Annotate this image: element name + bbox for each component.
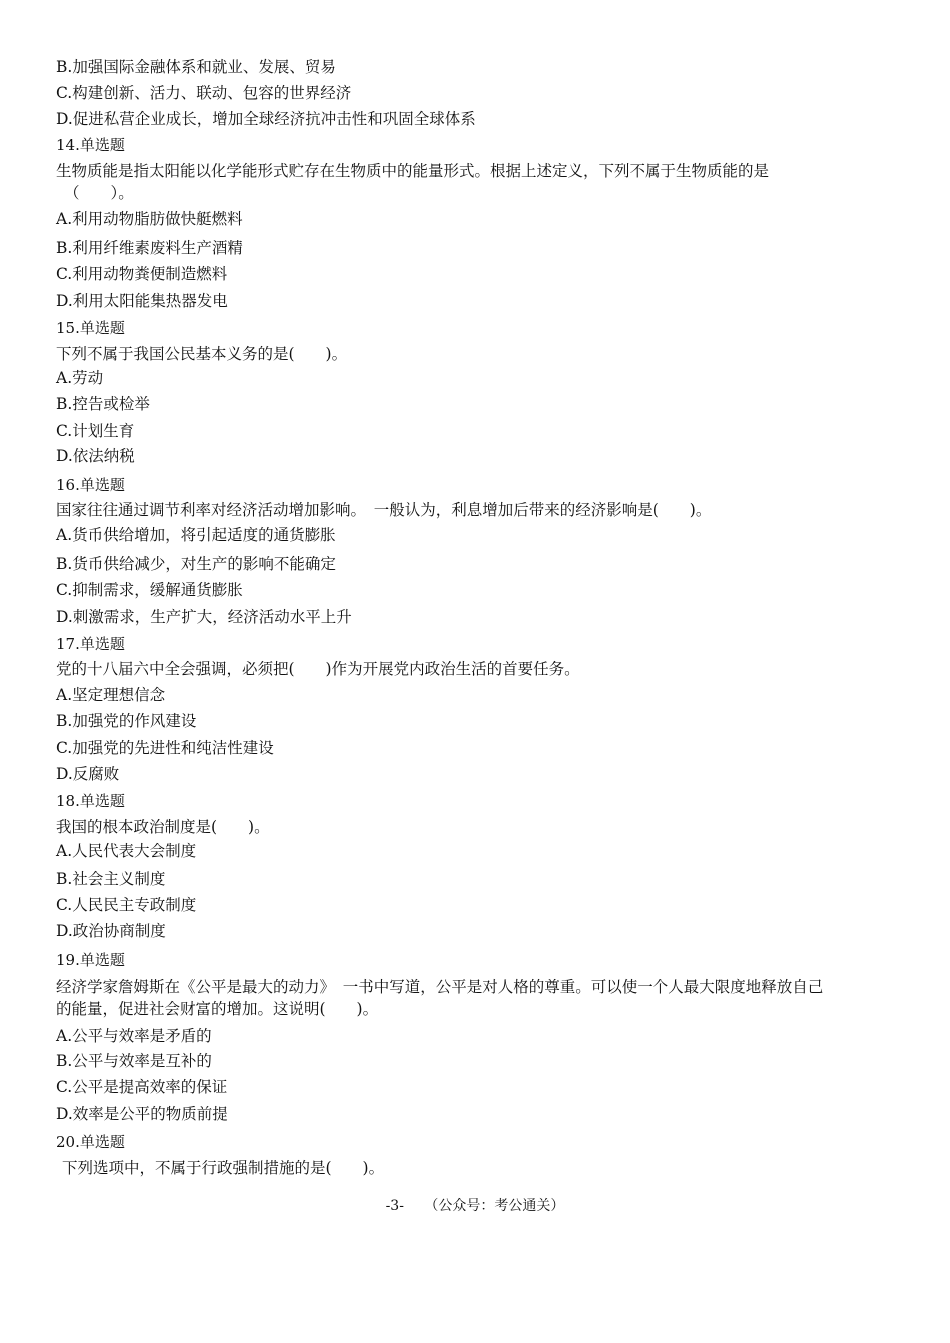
q15-header: 15.单选题 [56, 319, 125, 337]
q15-option-d: D.依法纳税 [56, 447, 135, 465]
q19-stem-line2: 的能量，促进社会财富的增加。这说明( )。 [56, 1000, 379, 1018]
q15-option-c: C.计划生育 [56, 422, 135, 440]
q17-option-d: D.反腐败 [56, 765, 120, 783]
q18-option-d: D.政治协商制度 [56, 922, 166, 940]
q16-stem: 国家往往通过调节利率对经济活动增加影响。 一般认为，利息增加后带来的经济影响是( )。 [56, 501, 712, 519]
q20-header: 20.单选题 [56, 1133, 125, 1151]
q16-header: 16.单选题 [56, 476, 125, 494]
q18-option-a: A.人民代表大会制度 [56, 842, 197, 860]
q18-stem: 我国的根本政治制度是( )。 [56, 818, 270, 836]
q14-option-d: D.利用太阳能集热器发电 [56, 292, 228, 310]
q14-header: 14.单选题 [56, 136, 125, 154]
q19-option-b: B.公平与效率是互补的 [56, 1052, 212, 1070]
q18-option-b: B.社会主义制度 [56, 870, 166, 888]
q16-option-d: D.刺激需求，生产扩大，经济活动水平上升 [56, 608, 352, 626]
q14-option-c: C.利用动物粪便制造燃料 [56, 265, 228, 283]
q14-stem-line2: （ ）。 [64, 184, 134, 202]
q17-option-b: B.加强党的作风建设 [56, 712, 197, 730]
q15-stem: 下列不属于我国公民基本义务的是( )。 [56, 345, 348, 363]
q14-option-a: A.利用动物脂肪做快艇燃料 [56, 210, 243, 228]
q17-stem: 党的十八届六中全会强调，必须把( )作为开展党内政治生活的首要任务。 [56, 660, 580, 678]
q13-option-c: C.构建创新、活力、联动、包容的世界经济 [56, 84, 352, 102]
q19-option-c: C.公平是提高效率的保证 [56, 1078, 228, 1096]
q13-option-b: B.加强国际金融体系和就业、发展、贸易 [56, 58, 336, 76]
page-footer [0, 1196, 950, 1216]
q14-stem-line1: 生物质能是指太阳能以化学能形式贮存在生物质中的能量形式。根据上述定义，下列不属于生物质能的是 [56, 162, 770, 180]
q13-option-d: D.促进私营企业成长，增加全球经济抗冲击性和巩固全球体系 [56, 110, 476, 128]
q17-option-a: A.坚定理想信念 [56, 686, 166, 704]
q14-option-b: B.利用纤维素废料生产酒精 [56, 239, 243, 257]
q15-option-a: A.劳动 [56, 369, 104, 387]
q18-header: 18.单选题 [56, 792, 125, 810]
q16-option-c: C.抑制需求，缓解通货膨胀 [56, 581, 243, 599]
q18-option-c: C.人民民主专政制度 [56, 896, 197, 914]
q19-stem-line1: 经济学家詹姆斯在《公平是最大的动力》 一书中写道，公平是对人格的尊重。可以使一个人最大限度地释放自己 [56, 978, 824, 996]
q19-option-d: D.效率是公平的物质前提 [56, 1105, 228, 1123]
q19-option-a: A.公平与效率是矛盾的 [56, 1027, 212, 1045]
footer-source: （公众号：考公通关） [424, 1198, 565, 1214]
q17-header: 17.单选题 [56, 635, 125, 653]
q20-stem: 下列选项中，不属于行政强制措施的是( )。 [62, 1159, 385, 1177]
q15-option-b: B.控告或检举 [56, 395, 150, 413]
q17-option-c: C.加强党的先进性和纯洁性建设 [56, 739, 274, 757]
q16-option-b: B.货币供给减少，对生产的影响不能确定 [56, 555, 336, 573]
page-number: -3- [385, 1198, 404, 1214]
q16-option-a: A.货币供给增加，将引起适度的通货膨胀 [56, 526, 336, 544]
q19-header: 19.单选题 [56, 951, 125, 969]
